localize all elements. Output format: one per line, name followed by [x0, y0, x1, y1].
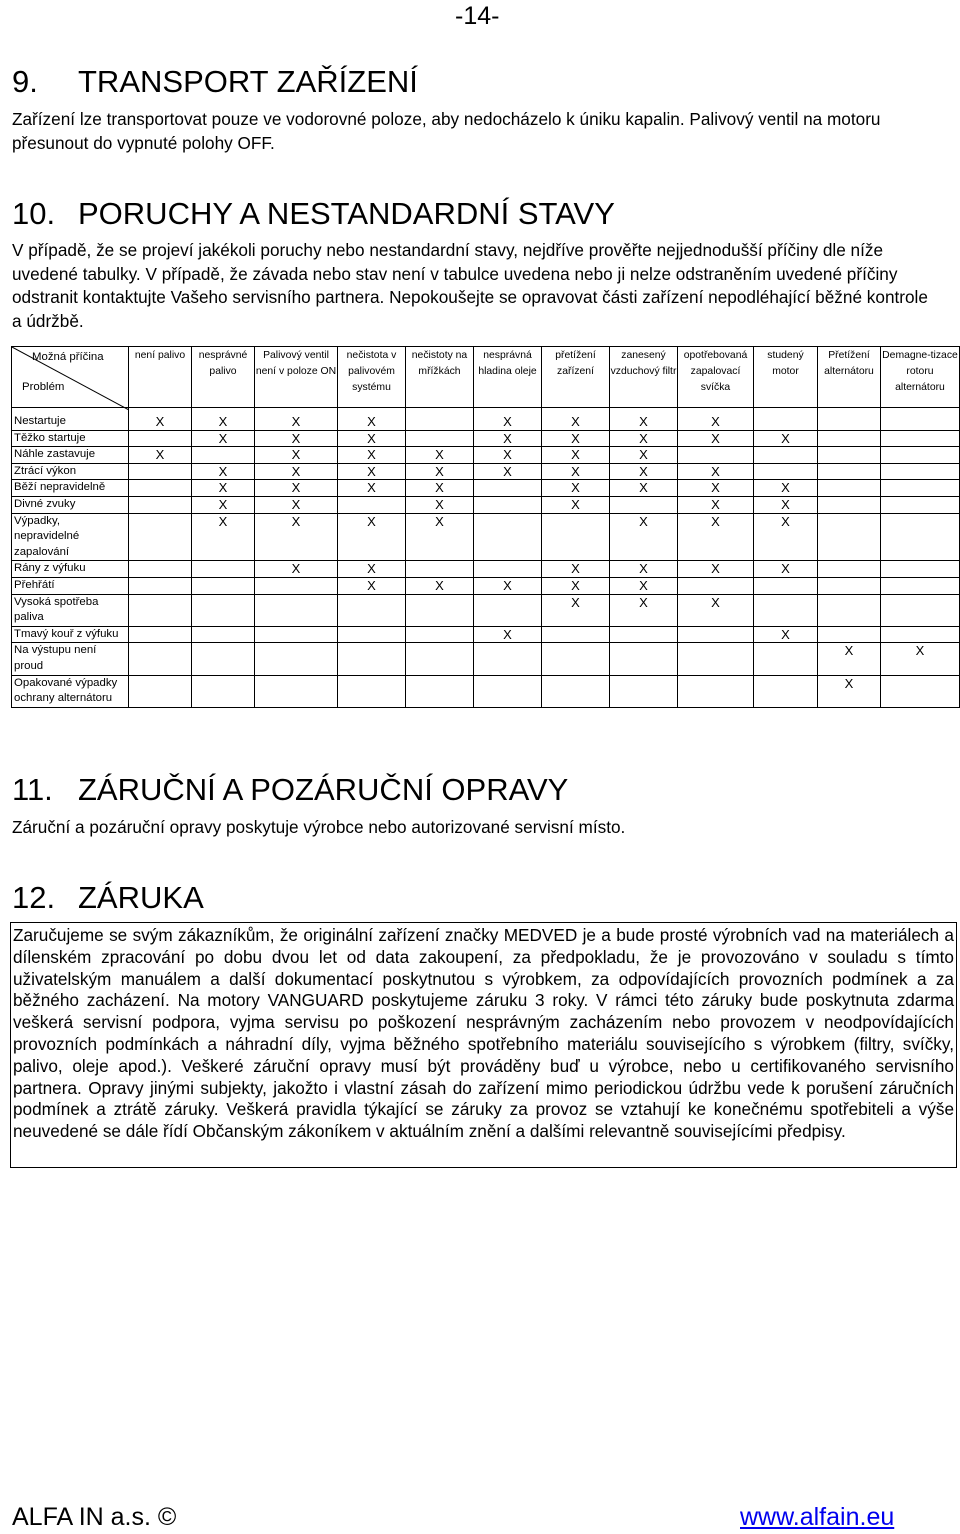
mark-cell: X	[542, 408, 610, 431]
troubleshooting-table	[11, 346, 960, 708]
mark-cell	[542, 675, 610, 707]
mark-cell	[338, 643, 406, 675]
section-title: ZÁRUČNÍ A POZÁRUČNÍ OPRAVY	[78, 772, 569, 807]
mark-cell	[881, 447, 960, 464]
mark-cell	[474, 513, 542, 561]
cause-header: nesprávné palivo	[192, 347, 255, 408]
mark-cell	[406, 643, 474, 675]
mark-cell	[192, 447, 255, 464]
mark-cell	[881, 430, 960, 447]
mark-cell	[754, 463, 818, 480]
mark-cell: X	[610, 447, 678, 464]
mark-cell	[474, 496, 542, 513]
problem-cell: Na výstupu není proud	[12, 643, 129, 675]
mark-cell: X	[192, 496, 255, 513]
mark-cell	[474, 594, 542, 626]
mark-cell	[192, 675, 255, 707]
mark-cell: X	[406, 447, 474, 464]
mark-cell	[818, 480, 881, 497]
table-row	[12, 496, 960, 513]
section-11-heading	[12, 772, 568, 808]
mark-cell: X	[255, 496, 338, 513]
mark-cell	[406, 675, 474, 707]
mark-cell: X	[542, 447, 610, 464]
cause-header: opotřebovaná zapalovací svíčka	[678, 347, 754, 408]
section-title: TRANSPORT ZAŘÍZENÍ	[78, 64, 418, 99]
mark-cell	[255, 675, 338, 707]
section-title: ZÁRUKA	[78, 880, 204, 915]
mark-cell: X	[542, 480, 610, 497]
mark-cell	[406, 561, 474, 578]
problem-cell: Tmavý kouř z výfuku	[12, 626, 129, 643]
mark-cell: X	[192, 480, 255, 497]
mark-cell: X	[338, 561, 406, 578]
mark-cell: X	[610, 430, 678, 447]
mark-cell	[610, 643, 678, 675]
mark-cell	[881, 513, 960, 561]
mark-cell	[818, 626, 881, 643]
mark-cell	[818, 496, 881, 513]
section-10-heading	[12, 196, 615, 232]
mark-cell: X	[542, 594, 610, 626]
mark-cell	[610, 675, 678, 707]
mark-cell	[678, 626, 754, 643]
mark-cell	[192, 561, 255, 578]
mark-cell	[129, 561, 192, 578]
mark-cell	[754, 577, 818, 594]
mark-cell	[678, 577, 754, 594]
mark-cell: X	[192, 463, 255, 480]
problem-cell: Opakované výpadky ochrany alternátoru	[12, 675, 129, 707]
mark-cell: X	[678, 594, 754, 626]
mark-cell	[881, 561, 960, 578]
mark-cell: X	[610, 408, 678, 431]
mark-cell: X	[542, 463, 610, 480]
mark-cell	[129, 496, 192, 513]
problem-cell: Ztrácí výkon	[12, 463, 129, 480]
mark-cell	[818, 447, 881, 464]
mark-cell: X	[542, 496, 610, 513]
mark-cell	[542, 643, 610, 675]
mark-cell: X	[542, 430, 610, 447]
mark-cell: X	[192, 430, 255, 447]
warranty-box	[10, 922, 957, 1168]
mark-cell: X	[406, 480, 474, 497]
mark-cell: X	[678, 496, 754, 513]
problem-cell: Rány z výfuku	[12, 561, 129, 578]
mark-cell	[129, 675, 192, 707]
table-corner-cell	[12, 347, 129, 408]
mark-cell	[678, 447, 754, 464]
mark-cell: X	[338, 447, 406, 464]
mark-cell: X	[678, 513, 754, 561]
problem-cell: Těžko startuje	[12, 430, 129, 447]
section-9-heading	[12, 64, 418, 100]
mark-cell	[129, 430, 192, 447]
mark-cell: X	[474, 577, 542, 594]
section-number: 10.	[12, 196, 56, 231]
problem-cell: Nestartuje	[12, 408, 129, 431]
mark-cell: X	[474, 430, 542, 447]
mark-cell	[754, 408, 818, 431]
section-11-text: Záruční a pozáruční opravy poskytuje výrobce nebo autorizované servisní místo.	[12, 817, 626, 837]
mark-cell: X	[338, 408, 406, 431]
mark-cell	[129, 577, 192, 594]
mark-cell: X	[678, 463, 754, 480]
mark-cell	[818, 561, 881, 578]
cause-header: Demagne-tizace rotoru alternátoru	[881, 347, 960, 408]
mark-cell: X	[818, 643, 881, 675]
section-12-heading	[12, 880, 204, 916]
mark-cell	[338, 594, 406, 626]
mark-cell	[881, 496, 960, 513]
cause-header: není palivo	[129, 347, 192, 408]
mark-cell: X	[255, 430, 338, 447]
mark-cell: X	[542, 561, 610, 578]
table-row	[12, 561, 960, 578]
mark-cell: X	[754, 496, 818, 513]
table-row	[12, 675, 960, 707]
mark-cell	[881, 626, 960, 643]
mark-cell	[406, 430, 474, 447]
mark-cell: X	[406, 463, 474, 480]
mark-cell	[406, 626, 474, 643]
mark-cell	[610, 496, 678, 513]
problem-cell: Výpadky, nepravidelné zapalování	[12, 513, 129, 561]
mark-cell	[129, 513, 192, 561]
problem-cell: Náhle zastavuje	[12, 447, 129, 464]
mark-cell: X	[129, 447, 192, 464]
table-row	[12, 430, 960, 447]
mark-cell: X	[338, 577, 406, 594]
mark-cell: X	[338, 463, 406, 480]
mark-cell	[338, 675, 406, 707]
table-row	[12, 408, 960, 431]
mark-cell: X	[192, 513, 255, 561]
mark-cell	[881, 408, 960, 431]
mark-cell: X	[818, 675, 881, 707]
mark-cell	[406, 594, 474, 626]
mark-cell: X	[255, 408, 338, 431]
mark-cell	[678, 643, 754, 675]
mark-cell: X	[255, 447, 338, 464]
mark-cell	[192, 643, 255, 675]
mark-cell	[542, 626, 610, 643]
corner-label-problem: Problém	[22, 381, 65, 393]
mark-cell: X	[754, 561, 818, 578]
mark-cell	[129, 643, 192, 675]
corner-label-cause: Možná příčina	[32, 351, 104, 363]
mark-cell: X	[610, 463, 678, 480]
mark-cell	[678, 675, 754, 707]
table-header-row	[12, 347, 960, 408]
mark-cell	[192, 594, 255, 626]
mark-cell: X	[542, 577, 610, 594]
mark-cell	[406, 408, 474, 431]
mark-cell	[129, 480, 192, 497]
mark-cell	[192, 626, 255, 643]
cause-header: zanesený vzduchový filtr	[610, 347, 678, 408]
table-row	[12, 480, 960, 497]
section-number: 12.	[12, 880, 56, 915]
table-row	[12, 577, 960, 594]
cause-header: Přetížení alternátoru	[818, 347, 881, 408]
mark-cell: X	[610, 480, 678, 497]
mark-cell	[881, 594, 960, 626]
mark-cell: X	[474, 408, 542, 431]
mark-cell	[818, 463, 881, 480]
mark-cell: X	[255, 513, 338, 561]
mark-cell: X	[881, 643, 960, 675]
warranty-text: Zaručujeme se svým zákazníkům, že originální zařízení značky MEDVED je a bude prosté výrobních vad na materiálech a dílenském zpracování po dobu dvou let od data zakoupení, za předpokladu, že je provozováno v souladu s tímto uživatelským manuálem a další dokumentací poskytnutou s výrobkem, za odpovídajících provozních podmínek a za běžného zacházení. Na motory VANGUARD poskytujeme záruku 3 roky. V rámci této záruky bude poskytnuta zdarma veškerá servisní podpora, vyjma servisu po poškození nesprávným zacházením nebo provozem v neodpovídajících provozních podmínkách a náhradní díly, vyjma běžného spotřebního materiálu souvisejícího s výrobkem (filtry, svíčky, palivo, oleje apod.). Veškeré záruční opravy musí být prováděny buď u výrobce, nebo u certifikovaného servisního partnera. Opravy jinými subjekty, jakožto i vlastní zásah do zařízení mimo periodickou údržbu vede k porušení záručních podmínek a ztrátě záruky. Veškerá pravidla týkající se záruky za provoz se vztahují ke konečnému spotřebiteli a výše neuvedené se dále řídí Občanským zákoníkem v aktuálním znění a dalšími relevantně souvisejícími předpisy.	[13, 925, 954, 1142]
mark-cell	[192, 577, 255, 594]
mark-cell: X	[192, 408, 255, 431]
mark-cell: X	[610, 577, 678, 594]
mark-cell	[129, 626, 192, 643]
mark-cell	[881, 675, 960, 707]
mark-cell: X	[754, 480, 818, 497]
page-number: -14-	[455, 2, 500, 30]
mark-cell	[474, 561, 542, 578]
mark-cell: X	[406, 496, 474, 513]
mark-cell	[129, 463, 192, 480]
mark-cell: X	[255, 561, 338, 578]
table-row	[12, 513, 960, 561]
mark-cell	[255, 626, 338, 643]
problem-cell: Běží nepravidelně	[12, 480, 129, 497]
section-10-text: V případě, že se projeví jakékoli poruchy nebo nestandardní stavy, nejdříve prověřte nejjednodušší příčiny dle níže uvedené tabulky. V případě, že závada nebo stav není v tabulce uvedena nebo ji nelze odstraněním uvedené příčiny odstranit kontaktujte Vašeho servisního partnera. Nepokoušejte se opravovat části zařízení nepodléhající běžné kontrole a údržbě.	[12, 240, 928, 331]
problem-cell: Vysoká spotřeba paliva	[12, 594, 129, 626]
mark-cell: X	[754, 513, 818, 561]
mark-cell	[818, 430, 881, 447]
table-row	[12, 643, 960, 675]
mark-cell: X	[474, 463, 542, 480]
problem-cell: Divné zvuky	[12, 496, 129, 513]
mark-cell	[881, 463, 960, 480]
mark-cell: X	[338, 513, 406, 561]
mark-cell	[542, 513, 610, 561]
mark-cell: X	[678, 408, 754, 431]
mark-cell	[255, 643, 338, 675]
mark-cell	[754, 643, 818, 675]
problem-cell: Přehřátí	[12, 577, 129, 594]
mark-cell	[474, 643, 542, 675]
cause-header: nečistoty na mřížkách	[406, 347, 474, 408]
mark-cell: X	[754, 626, 818, 643]
mark-cell: X	[610, 513, 678, 561]
mark-cell: X	[474, 447, 542, 464]
section-9-text: Zařízení lze transportovat pouze ve vodorovné poloze, aby nedocházelo k úniku kapalin. Palivový ventil na motoru přesunout do vypnuté polohy OFF.	[12, 109, 881, 153]
mark-cell: X	[406, 577, 474, 594]
mark-cell	[338, 626, 406, 643]
mark-cell	[474, 675, 542, 707]
mark-cell: X	[678, 561, 754, 578]
mark-cell	[818, 577, 881, 594]
table-row	[12, 626, 960, 643]
table-row	[12, 594, 960, 626]
table-row	[12, 447, 960, 464]
mark-cell: X	[610, 561, 678, 578]
section-number: 9.	[12, 64, 38, 99]
mark-cell: X	[754, 430, 818, 447]
cause-header: Palivový ventil není v poloze ON	[255, 347, 338, 408]
cause-header: nečistota v palivovém systému	[338, 347, 406, 408]
mark-cell: X	[129, 408, 192, 431]
mark-cell	[474, 480, 542, 497]
section-title: PORUCHY A NESTANDARDNÍ STAVY	[78, 196, 615, 231]
mark-cell	[818, 513, 881, 561]
footer-company: ALFA IN a.s. ©	[12, 1503, 177, 1531]
mark-cell: X	[338, 430, 406, 447]
mark-cell: X	[406, 513, 474, 561]
mark-cell	[610, 626, 678, 643]
mark-cell	[881, 480, 960, 497]
mark-cell: X	[255, 463, 338, 480]
mark-cell	[818, 408, 881, 431]
footer-website-link[interactable]: www.alfain.eu	[740, 1503, 895, 1531]
mark-cell	[818, 594, 881, 626]
cause-header: studený motor	[754, 347, 818, 408]
mark-cell	[255, 577, 338, 594]
section-number: 11.	[12, 772, 53, 807]
mark-cell	[754, 675, 818, 707]
mark-cell	[338, 496, 406, 513]
cause-header: přetížení zařízení	[542, 347, 610, 408]
mark-cell	[754, 447, 818, 464]
mark-cell: X	[255, 480, 338, 497]
mark-cell	[129, 594, 192, 626]
mark-cell: X	[678, 430, 754, 447]
mark-cell: X	[338, 480, 406, 497]
mark-cell: X	[610, 594, 678, 626]
mark-cell: X	[678, 480, 754, 497]
mark-cell	[255, 594, 338, 626]
cause-header: nesprávná hladina oleje	[474, 347, 542, 408]
mark-cell	[881, 577, 960, 594]
mark-cell: X	[474, 626, 542, 643]
table-row	[12, 463, 960, 480]
mark-cell	[754, 594, 818, 626]
